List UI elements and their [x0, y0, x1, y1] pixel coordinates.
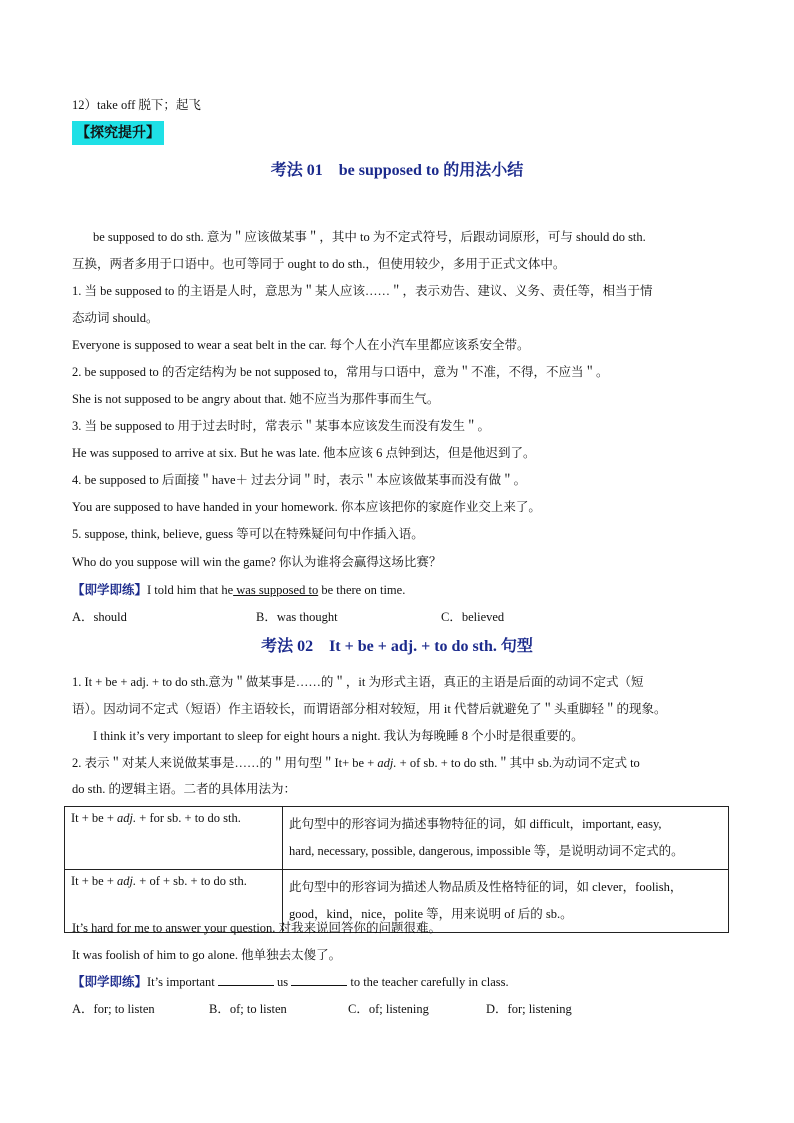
- heading-method-01: 考法 01 be supposed to 的用法小结: [270, 162, 524, 179]
- practice-1-before: I told him that he: [147, 583, 234, 597]
- paragraph-intro-line1: be supposed to do sth. 意为＂应该做某事＂，其中 to 为不定式符号，后跟动词原形，可与 should do sth.: [93, 230, 646, 244]
- example-1: Everyone is supposed to wear a seat belt in the car. 每个人在小汽车里都应该系安全带。: [72, 338, 530, 352]
- practice-tag: 【即学即练】: [72, 975, 148, 989]
- table-row: [65, 807, 729, 870]
- practice-1-underlined: was supposed to: [233, 583, 319, 597]
- point-1-line1: 1. 当 be supposed to 的主语是人时，意思为＂某人应该……＂，表示劝告、建议、义务、责任等，相当于情: [72, 284, 653, 298]
- point-2-text-a: 2. 表示＂对某人来说做某事是……的＂用句型＂It+ be +: [72, 756, 378, 770]
- point-2-adj: adj.: [377, 756, 397, 770]
- example-6: It’s hard for me to answer your question. 对我来说回答你的问题很难。: [72, 921, 442, 935]
- practice-2-option-b[interactable]: B．of; to listen: [209, 1002, 287, 1016]
- practice-1-option-b[interactable]: B．was thought: [256, 610, 338, 624]
- point-5: 5. suppose, think, believe, guess 等可以在特殊疑问句中作插入语。: [72, 527, 424, 541]
- example-2: She is not supposed to be angry about that. 她不应当为那件事而生气。: [72, 392, 440, 406]
- point-2: 2. be supposed to 的否定结构为 be not supposed to，常用与口语中，意为＂不准，不得，不应当＂。: [72, 365, 609, 379]
- table-cell-pattern: It + be + adj. + for sb. + to do sth.: [65, 807, 283, 870]
- example-4: You are supposed to have handed in your homework. 你本应该把你的家庭作业交上来了。: [72, 500, 541, 514]
- example-5: Who do you suppose will win the game? 你认为谁将会赢得这场比赛？: [72, 555, 442, 569]
- example-3: He was supposed to arrive at six. But he was late. 他本应该 6 点钟到达，但是他迟到了。: [72, 446, 536, 460]
- usage-table: [64, 806, 729, 933]
- point-4: 4. be supposed to 后面接＂have＋ 过去分词＂时，表示＂本应该做某事而没有做＂。: [72, 473, 527, 487]
- practice-1-question: [72, 581, 405, 599]
- practice-2-option-a[interactable]: A．for; to listen: [72, 1002, 155, 1016]
- practice-1-option-c[interactable]: C．believed: [441, 610, 505, 624]
- practice-1-after: be there on time.: [318, 583, 406, 597]
- section-tag: 【探究提升】: [72, 121, 164, 145]
- practice-2-option-c[interactable]: C．of; listening: [348, 1002, 429, 1016]
- answer-blank[interactable]: [218, 973, 274, 986]
- table-cell-description: 此句型中的形容词为描述事物特征的词，如 difficult，important, easy, hard, necessary, possible, dangerous, impossible 等，是说明动词不定式的。: [283, 807, 729, 870]
- table-cell-description: 此句型中的形容词为描述人物品质及性格特征的词，如 clever，foolish， good，kind，nice，polite 等，用来说明 of 后的 sb.。: [283, 870, 729, 933]
- method-02-point-1-line1: 1. It + be + adj. + to do sth.意为＂做某事是……的＂，it 为形式主语，真正的主语是后面的动词不定式（短: [72, 675, 644, 689]
- practice-2-option-d[interactable]: D．for; listening: [486, 1002, 572, 1016]
- method-02-example-1: I think it’s very important to sleep for eight hours a night. 我认为每晚睡 8 个小时是很重要的。: [93, 729, 584, 743]
- method-02-point-2-line1: [72, 754, 640, 772]
- method-02-point-2-line2: do sth. 的逻辑主语。二者的具体用法为：: [72, 782, 296, 796]
- point-1-line2: 态动词 should。: [72, 311, 159, 325]
- point-3: 3. 当 be supposed to 用于过去时时，常表示＂某事本应该发生而没有发生＂。: [72, 419, 491, 433]
- practice-tag: 【即学即练】: [72, 583, 148, 597]
- paragraph-intro-line2: 互换，两者多用于口语中。也可等同于 ought to do sth.，但使用较少，多用于正式文体中。: [72, 257, 566, 271]
- point-2-text-b: + of sb. + to do sth.＂其中 sb.为动词不定式 to: [396, 756, 640, 770]
- heading-method-02: 考法 02 It + be + adj. + to do sth. 句型: [261, 638, 533, 655]
- example-7: It was foolish of him to go alone. 他单独去太傻了。: [72, 948, 342, 962]
- practice-2-question: 【即学即练】It’s important us to the teacher carefully in class.: [72, 975, 509, 989]
- method-02-point-1-line2: 语）。因动词不定式（短语）作主语较长，而谓语部分相对较短，用 it 代替后就避免了＂头重脚轻＂的现象。: [72, 702, 667, 716]
- answer-blank[interactable]: [291, 973, 347, 986]
- vocab-item-12: 12）take off 脱下；起飞: [72, 98, 201, 112]
- table-cell-pattern: It + be + adj. + of + sb. + to do sth.: [65, 870, 283, 933]
- practice-1-option-a[interactable]: A．should: [72, 610, 127, 624]
